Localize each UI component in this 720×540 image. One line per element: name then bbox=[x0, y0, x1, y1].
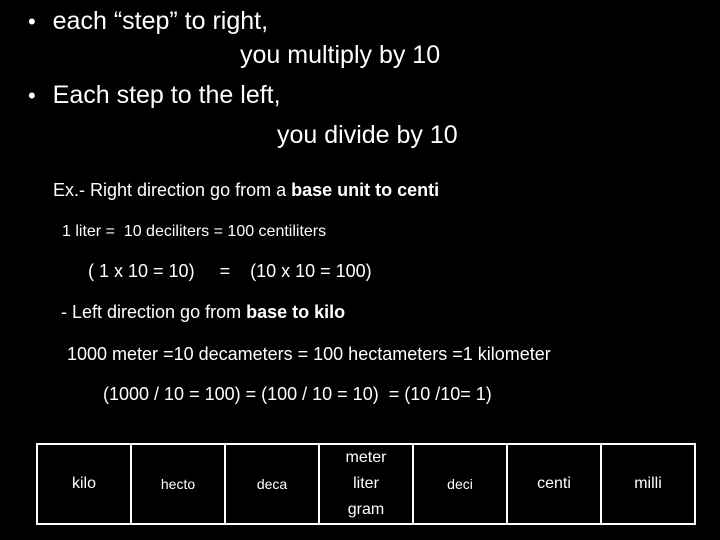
unit-deca: deca bbox=[256, 476, 288, 492]
unit-base-gram: gram bbox=[347, 501, 385, 518]
metric-units-table bbox=[36, 443, 696, 525]
unit-kilo: kilo bbox=[71, 475, 96, 492]
bullet-2-line-1: Each step to the left, bbox=[52, 81, 281, 109]
bullet-1-dot: • bbox=[28, 9, 36, 34]
unit-deci: deci bbox=[447, 476, 473, 492]
meter-math-line: (1000 / 10 = 100) = (100 / 10 = 10) = (10 /10= 1) bbox=[103, 384, 492, 404]
bullet-1-line-1: each “step” to right, bbox=[52, 7, 269, 35]
unit-cell-hecto bbox=[132, 445, 226, 523]
liter-math-line: ( 1 x 10 = 10) = (10 x 10 = 100) bbox=[88, 261, 372, 281]
right-direction-prefix: Ex.- Right direction go from a bbox=[53, 180, 292, 200]
unit-cell-base bbox=[320, 445, 414, 523]
liter-conversion-line: 1 liter = 10 deciliters = 100 centiliters bbox=[62, 223, 327, 240]
bullet-2-line-2: you divide by 10 bbox=[277, 121, 458, 149]
unit-cell-deca bbox=[226, 445, 320, 523]
meter-conversion-line: 1000 meter =10 decameters = 100 hectameters =1 kilometer bbox=[67, 344, 551, 364]
unit-milli: milli bbox=[634, 475, 662, 492]
unit-base-liter: liter bbox=[353, 475, 379, 492]
bullet-2 bbox=[28, 80, 281, 111]
right-direction-line bbox=[53, 179, 439, 201]
left-direction-prefix: - Left direction go from bbox=[61, 302, 247, 322]
bullet-2-dot: • bbox=[28, 83, 36, 108]
unit-centi: centi bbox=[537, 475, 571, 492]
unit-cell-kilo bbox=[38, 445, 132, 523]
unit-cell-deci bbox=[414, 445, 508, 523]
unit-hecto: hecto bbox=[160, 476, 196, 492]
unit-base-meter: meter bbox=[345, 449, 387, 466]
right-direction-bold: base unit to centi bbox=[291, 180, 440, 200]
left-direction-bold: base to kilo bbox=[246, 302, 346, 322]
left-direction-line bbox=[61, 301, 345, 323]
unit-cell-milli bbox=[602, 445, 694, 523]
unit-cell-centi bbox=[508, 445, 602, 523]
bullet-1-line-2: you multiply by 10 bbox=[240, 41, 441, 69]
bullet-1 bbox=[28, 6, 268, 37]
